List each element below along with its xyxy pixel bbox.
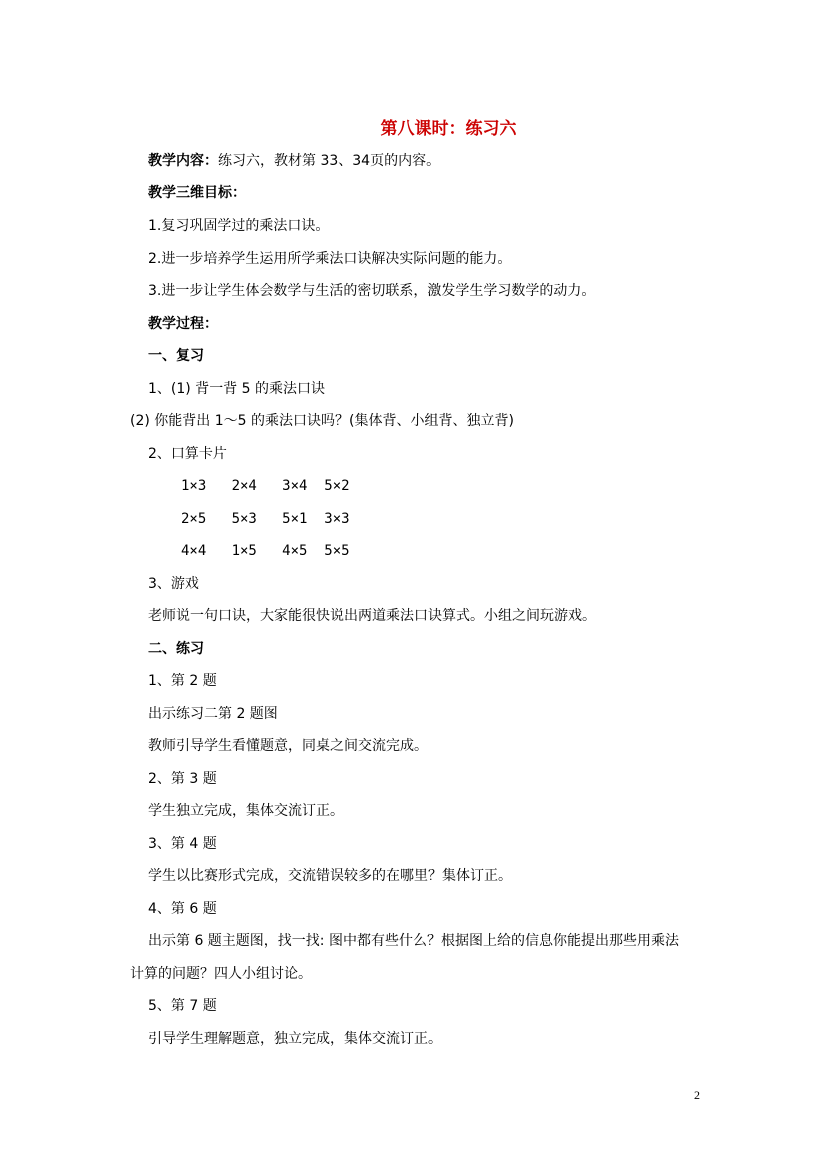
page-number: 2 (694, 1088, 700, 1102)
practice-text: 出示第 6 题主题图，找一找: 图中都有些什么？根据图上给的信息你能提出那些用乘法 (148, 933, 679, 949)
practice-label: 4、第 6 题 (148, 901, 217, 917)
practice-text: 计算的问题？四人小组讨论。 (130, 966, 312, 982)
practice-heading: 二、练习 (148, 641, 204, 657)
review-heading: 一、复习 (148, 348, 204, 364)
mental-math-card-row: 4×4 1×5 4×5 5×5 (181, 543, 350, 559)
review-item-2: 2、口算卡片 (148, 446, 227, 462)
practice-label: 5、第 7 题 (148, 998, 217, 1014)
teaching-content-label: 教学内容： (148, 153, 218, 169)
goal-item: 1.复习巩固学过的乘法口诀。 (148, 218, 330, 234)
review-item-1b: (2) 你能背出 1～5 的乘法口诀吗？(集体背、小组背、独立背) (130, 413, 514, 429)
practice-label: 2、第 3 题 (148, 771, 217, 787)
mental-math-card-row: 1×3 2×4 3×4 5×2 (181, 478, 350, 494)
review-item-3: 3、游戏 (148, 576, 199, 592)
teaching-content-line (148, 152, 440, 170)
mental-math-card-row: 2×5 5×3 5×1 3×3 (181, 511, 350, 527)
practice-text: 引导学生理解题意，独立完成，集体交流订正。 (148, 1031, 442, 1047)
practice-text: 教师引导学生看懂题意，同桌之间交流完成。 (148, 738, 428, 754)
goal-item: 3.进一步让学生体会数学与生活的密切联系，激发学生学习数学的动力。 (148, 283, 596, 299)
review-item-3-text: 老师说一句口诀，大家能很快说出两道乘法口诀算式。小组之间玩游戏。 (148, 608, 596, 624)
goals-heading: 教学三维目标： (148, 185, 246, 201)
practice-text: 出示练习二第 2 题图 (148, 706, 278, 722)
document-title: 第八课时：练习六 (380, 119, 517, 139)
goal-item: 2.进一步培养学生运用所学乘法口诀解决实际问题的能力。 (148, 251, 512, 267)
teaching-content-text: 练习六，教材第 33、34页的内容。 (218, 153, 441, 169)
review-item-1: 1、(1) 背一背 5 的乘法口诀 (148, 381, 325, 397)
practice-text: 学生以比赛形式完成，交流错误较多的在哪里？集体订正。 (148, 868, 512, 884)
process-heading: 教学过程： (148, 316, 218, 332)
practice-label: 1、第 2 题 (148, 673, 217, 689)
practice-text: 学生独立完成，集体交流订正。 (148, 803, 344, 819)
practice-label: 3、第 4 题 (148, 836, 217, 852)
